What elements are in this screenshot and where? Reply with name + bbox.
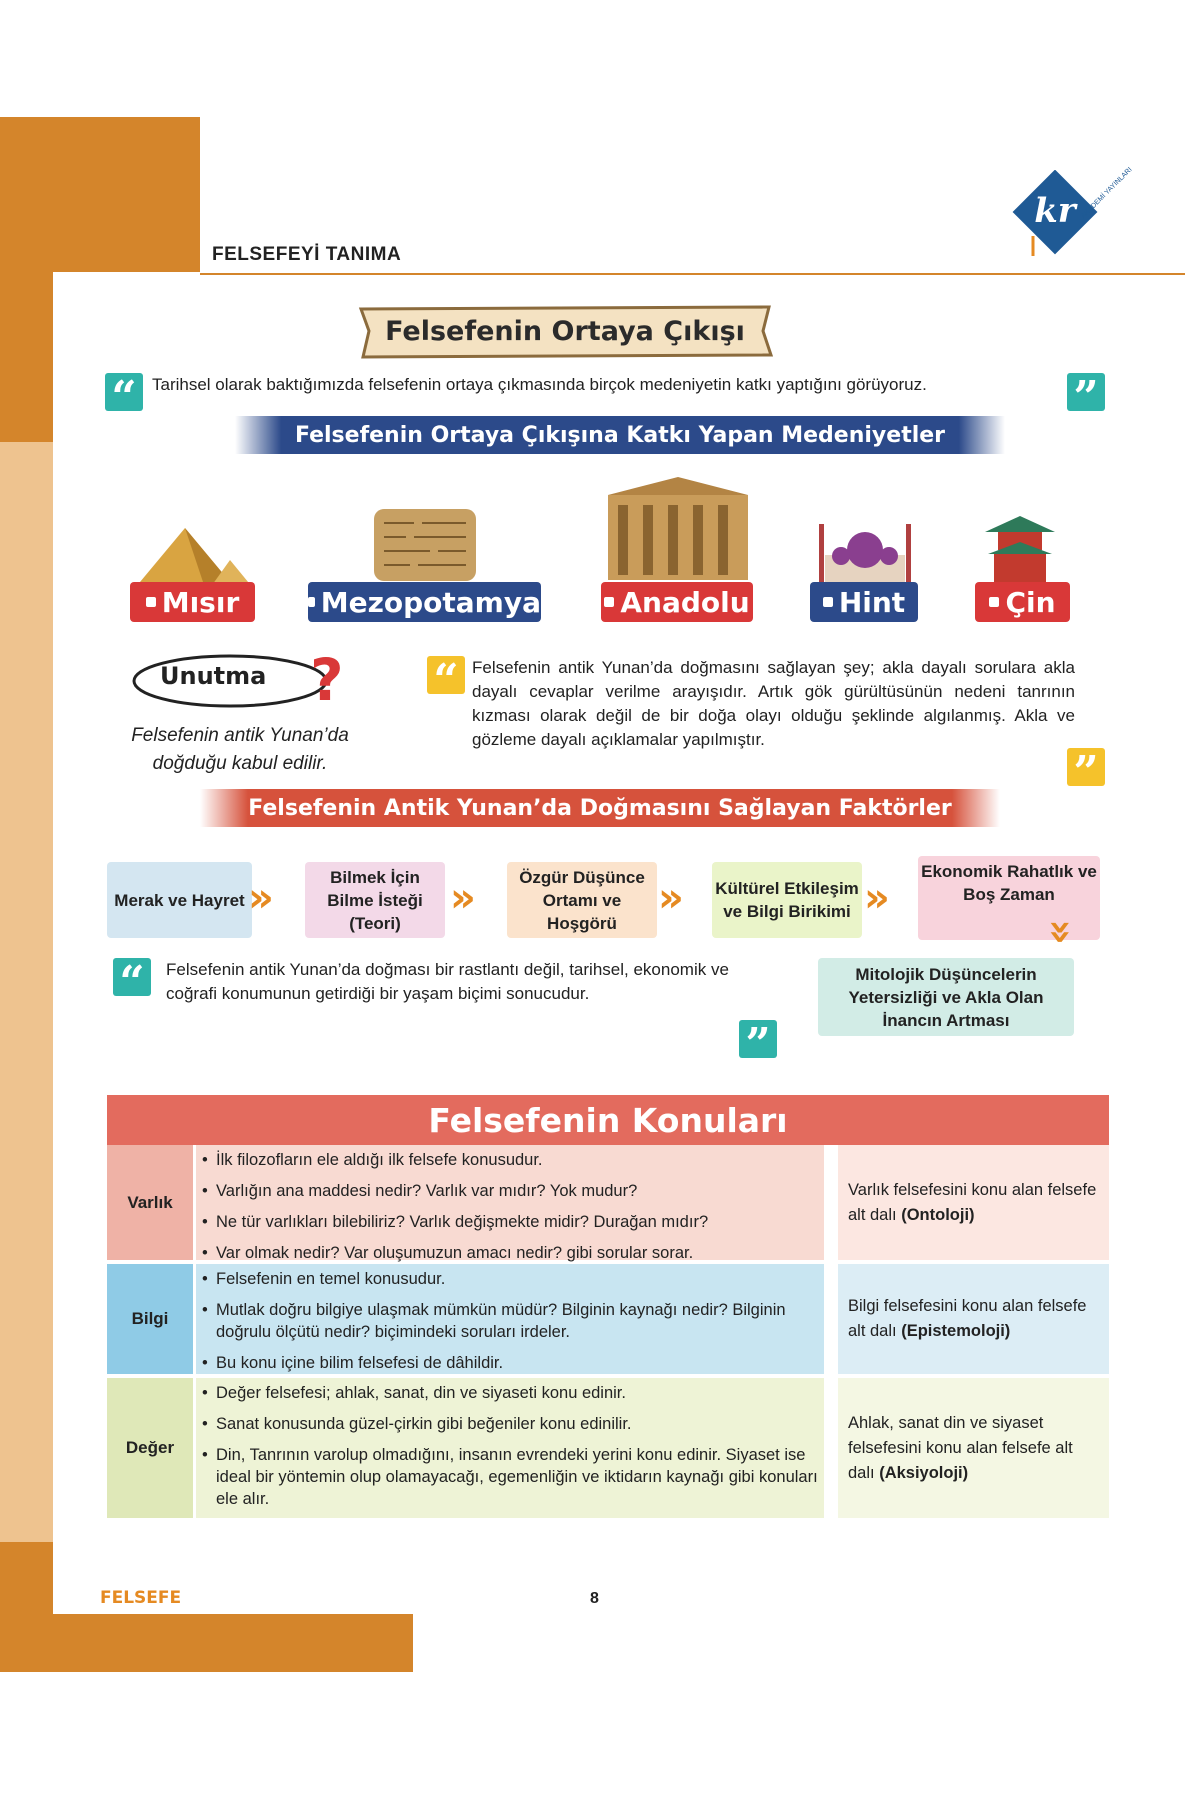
topic-note-bilgi: Bilgi felsefesini konu alan felsefe alt dalı (Epistemoloji) (838, 1264, 1109, 1374)
header-rule (200, 273, 1185, 275)
unutma-label: Unutma (160, 662, 267, 690)
topic-bullets-varlik (196, 1145, 824, 1260)
civ-label-anadolu: Anadolu (601, 582, 753, 622)
factor-ozgur-dusunce: Özgür Düşünce Ortamı ve Hoşgörü (507, 862, 657, 938)
unutma-text-line2: doğduğu kabul edilir. (152, 753, 328, 774)
question-mark-icon: ? (310, 646, 344, 714)
topic-label-varlik: Varlık (107, 1145, 193, 1260)
list-item: • İlk filozofların ele aldığı ilk felsefe konusudur. (200, 1149, 818, 1171)
list-item: • Değer felsefesi; ahlak, sanat, din ve siyaseti konu edinir. (200, 1382, 818, 1404)
orange-corner-block (0, 117, 200, 272)
list-item: • Bu konu içine bilim felsefesi de dâhildir. (200, 1352, 818, 1374)
chevron-down-icon: » (1037, 919, 1084, 945)
unutma-text-line1: Felsefenin antik Yunan’da (131, 725, 349, 746)
factors-heading: Felsefenin Antik Yunan’da Doğmasını Sağlayan Faktörler (200, 789, 1000, 827)
factor-kulturel-etkilesim: Kültürel Etkileşim ve Bilgi Birikimi (712, 862, 862, 938)
list-item: • Var olmak nedir? Var oluşumuzun amacı nedir? gibi sorular sorar. (200, 1242, 818, 1264)
chevron-right-icon: » (864, 875, 890, 921)
open-quote-icon: “ (427, 656, 465, 694)
civilizations-heading: Felsefenin Ortaya Çıkışına Katkı Yapan Medeniyetler (235, 416, 1005, 454)
open-quote-icon: “ (113, 958, 151, 996)
unutma-text (120, 722, 360, 778)
branch-name-aksiyoloji: (Aksiyoloji) (879, 1463, 969, 1482)
list-item: • Mutlak doğru bilgiye ulaşmak mümkün müdür? Bilginin kaynağı nedir? Bilginin doğrulu ölçütü nedir? biçimindeki soruları irdeler. (200, 1299, 818, 1343)
publisher-logo (1005, 170, 1105, 270)
pyramid-illustration (125, 520, 255, 590)
factor-merak: Merak ve Hayret (107, 862, 252, 938)
intro-text: Tarihsel olarak baktığımızda felsefenin ortaya çıkmasında birçok medeniyetin katkı yaptığını görüyoruz. (152, 375, 927, 394)
factor-ekonomik-rahatlik: Ekonomik Rahatlık ve Boş Zaman (918, 856, 1100, 940)
topic-bullets-bilgi (196, 1264, 824, 1374)
open-quote-icon: “ (105, 373, 143, 411)
light-orange-side-strip (0, 442, 53, 1542)
page-number: 8 (590, 1590, 599, 1607)
mosque-illustration (815, 510, 915, 590)
orange-bottom-corner (0, 1542, 53, 1672)
orange-bottom-bar (53, 1614, 413, 1672)
chevron-right-icon: » (658, 875, 684, 921)
topic-label-deger: Değer (107, 1378, 193, 1518)
section-header: FELSEFEYİ TANIMA (212, 244, 402, 265)
chevron-right-icon: » (450, 875, 476, 921)
paragraph-origin: Felsefenin antik Yunan’da doğmasını sağlayan şey; akla dayalı sorulara akla dayalı cevaplar verilme arayışıdır. Artık gök gürültüsünün nedeni tanrının kızması olarak değil de bir doğa olayı olduğu şeklinde algılanmış. Akla ve gözleme dayalı açıklamalar yapılmıştır. (472, 658, 1075, 749)
branch-name-ontoloji: (Ontoloji) (901, 1205, 975, 1224)
page-title: Felsefenin Ortaya Çıkışı (385, 315, 745, 347)
close-quote-icon: ” (1067, 748, 1105, 786)
list-item: • Din, Tanrının varolup olmadığını, insanın evrendeki yerini konu edinir. Siyaset ise ideal bir yöntemin olup olamayacağı, egemenliğin ve iktidarın kaynağı gibi konuları ele alır. (200, 1444, 818, 1510)
logo-subtitle: AKADEMİ YAYINLARI (1080, 166, 1134, 220)
topics-table-title: Felsefenin Konuları (107, 1095, 1109, 1145)
pagoda-illustration (980, 510, 1060, 590)
footer-subject: FELSEFE (100, 1588, 182, 1608)
civ-label-hint: Hint (810, 582, 918, 622)
close-quote-icon: ” (1067, 373, 1105, 411)
logo-text: kr (1034, 191, 1076, 231)
list-item: • Sanat konusunda güzel-çirkin gibi beğeniler konu edinilir. (200, 1413, 818, 1435)
civ-label-mezopotamya: Mezopotamya (308, 582, 541, 622)
topic-bullets-deger (196, 1378, 824, 1518)
orange-side-block (0, 272, 53, 442)
branch-name-epistemoloji: (Epistemoloji) (901, 1322, 1011, 1340)
list-item: • Ne tür varlıkları bilebiliriz? Varlık değişmekte midir? Durağan mıdır? (200, 1211, 818, 1233)
chevron-right-icon: » (248, 875, 274, 921)
list-item: • Felsefenin en temel konusudur. (200, 1268, 818, 1290)
factor-teori: Bilmek İçin Bilme İsteği (Teori) (305, 862, 445, 938)
list-item: • Varlığın ana maddesi nedir? Varlık var mıdır? Yok mudur? (200, 1180, 818, 1202)
paragraph-conclusion: Felsefenin antik Yunan’da doğması bir rastlantı değil, tarihsel, ekonomik ve coğrafi konumunun getirdiği bir yaşam biçimi sonucudur. (166, 960, 729, 1003)
civ-label-misir: Mısır (130, 582, 255, 622)
topic-note-varlik: Varlık felsefesini konu alan felsefe alt dalı (Ontoloji) (838, 1145, 1109, 1260)
topic-note-deger: Ahlak, sanat din ve siyaset felsefesini konu alan felsefe alt dalı (Aksiyoloji) (838, 1378, 1109, 1518)
close-quote-icon: ” (739, 1020, 777, 1058)
cuneiform-tablet-illustration (370, 505, 480, 585)
ancient-library-illustration (603, 475, 753, 585)
factor-mitolojik-dusunce: Mitolojik Düşüncelerin Yetersizliği ve Akla Olan İnancın Artması (818, 958, 1074, 1036)
topic-label-bilgi: Bilgi (107, 1264, 193, 1374)
civ-label-cin: Çin (975, 582, 1070, 622)
